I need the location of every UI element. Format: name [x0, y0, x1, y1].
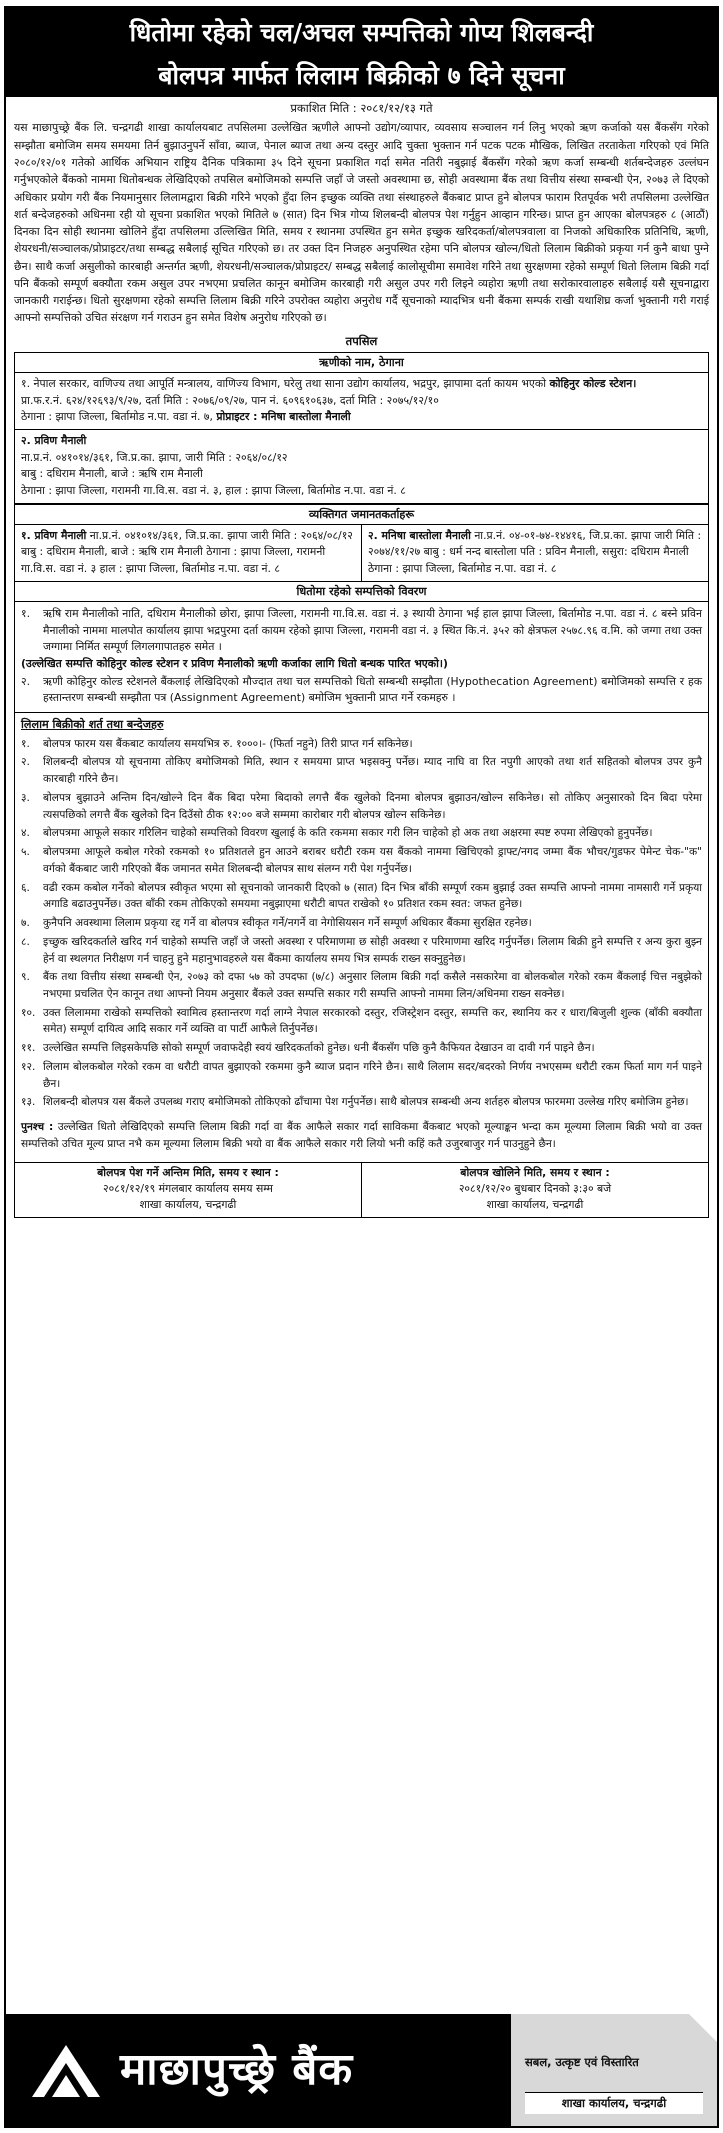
guarantor-line: ना.प्र.नं. ०४-०१-७४-१४४१६, जि.प्र.का. झापा — [474, 529, 651, 542]
condition-number: ७. — [21, 917, 30, 930]
postscript — [15, 1116, 708, 1157]
guarantor-line: पति : प्रविन मैनाली, ससुरा: दधिराम मैनाली — [519, 545, 689, 559]
condition-text: शिलबन्दी बोलपत्र यो सूचनामा तोकिए बमोजिमको मिति, स्थान र समयमा प्राप्त भइसक्नु पर्नेछ। म्याद नाघि वा रित नपुगी आएको तथा शर्त सहितको बोलपत्र उपर कुनै कारबाही गरिने छैन। — [43, 756, 702, 786]
condition-item — [21, 824, 702, 843]
opening-heading: बोलपत्र खोलिने मिति, समय र स्थान : — [460, 1165, 610, 1179]
conditions-heading: लिलाम बिक्रीको शर्त तथा बन्देजहरु — [21, 717, 164, 731]
condition-text: उल्लेखित सम्पत्ति लिइसकेपछि सोको सम्पूर्ण जवाफदेही स्वयं खरिदकर्ताको हुनेछ। धनी बैंकसँग पछि कुनै कैफियत देखाउन वा दावी गर्न पाइने छैन। — [43, 1042, 595, 1055]
headline-line-2: बोलपत्र मार्फत लिलाम बिक्रीको ७ दिने सूचना — [158, 61, 565, 90]
condition-text: शिलबन्दी बोलपत्र यस बैंकले उपलब्ध गराए बमोजिमको तोकिएको ढाँचामा पेश गर्नुपर्नेछ। साथै बोलपत्र सम्बन्धी अन्य शर्तहरु बोलपत्र फारममा उल्लेख गरिए बमोजिम हुनेछ। — [43, 1096, 689, 1109]
notice-headline — [6, 8, 717, 97]
postscript-text: उल्लेखित धितो लेखिदिएको सम्पत्ति लिलाम बिक्री गर्दा वा बैंक आफैले सकार गर्दा साविकमा बैंकबाट भएको मूल्याङ्कन भन्दा कम मूल्यमा लिलाम बिक्री भयो वा उक्त सम्पत्तिको उचित मूल्य प्राप्त नभै कम मूल्यमा लिलाम बिक्री भयो वा बैंक आफैले सकार गरी लियो भनी कहिं कतै उजुरबाजुर गर्न पाउनुहुने छैन। — [21, 1121, 702, 1150]
condition-text: लिलाम बोलकबोल गरेको रकम वा धरौटी वापत बुझाएको रकममा कुनै ब्याज प्रदान गरिने छैन। साथै लिलाम सदर/बदरको निर्णय नभएसम्म धरौटी रकम फिर्ता माग गर्न पाइने छैन। — [43, 1060, 702, 1090]
guarantor-title: २. मनिषा बास्तोला मैनाली — [368, 529, 471, 542]
submission-heading: बोलपत्र पेश गर्ने अन्तिम मिति, समय र स्थान : — [97, 1165, 279, 1179]
condition-item — [21, 914, 702, 933]
condition-number: ६. — [21, 881, 30, 894]
submission-place: शाखा कार्यालय, चन्द्रगढी — [139, 1198, 237, 1212]
bank-logo-icon — [30, 2041, 102, 2099]
condition-text: इच्छुक खरिदकर्ताले खरिद गर्न चाहेको सम्पत्ति जहाँ जे जस्तो अवस्था र परिमाणमा छ सोही अवस्था र परिमाणमा खरिद गर्नुपर्नेछ। लिलाम बिक्री हुने सम्पत्ति र अन्य कुरा बुझ्न हेर्न वा स्थलगत निरीक्षण गर्न चाहनु हुने महानुभावहरुले यस बैंकमा कार्यालय समय भित्र सम्पर्क राख्न सक्नुहुनेछ। — [43, 935, 702, 965]
bank-brand — [6, 2014, 511, 2126]
notice-body — [6, 119, 717, 1217]
condition-item — [21, 933, 702, 968]
bank-tagline: सबल, उत्कृष्ट एवं विस्तारित — [525, 2055, 639, 2069]
guarantor-line: जारी मिति : २०६४/०८/१२ — [250, 529, 353, 542]
condition-number: ८. — [21, 935, 30, 948]
condition-item — [21, 1004, 702, 1039]
dates-row — [15, 1162, 708, 1217]
borrower-reg-details: प्रा.फ.र.नं. ६२४/१२६९३/९/२७, दर्ता मिति : २०७६/०९/२७, पान नं. ६०९६१०६३७, दर्ता मिति : २०७५/१२/१० — [21, 393, 439, 407]
guarantor-line: ठेगाना : झापा जिल्ला, गरामनी गा.वि.स. वडा नं. ३ — [21, 545, 326, 575]
guarantors-row — [15, 525, 708, 581]
condition-number: १०. — [21, 1006, 36, 1019]
condition-text: बैंक तथा वित्तीय संस्था सम्बन्धी ऐन, २०७३ को दफा ५७ को उपदफा (७/८) अनुसार लिलाम बिक्री गर्दा कसैले नसकारेमा वा बोलकबोल गरेको रकम बैंकलाई चित्त नबुझेको नभएमा प्रचलित ऐन कानून तथा आफ्नो नियम अनुसार बैंकले उक्त सम्पत्ति सकार गरी सम्पत्ति आफ्नो नाममा लिन/अधिनमा राख्न सक्नेछ। — [43, 971, 702, 1000]
condition-text: उक्त लिलाममा राखेको सम्पत्तिको स्वामित्व हस्तान्तरण गर्दा लाग्ने नेपाल सरकारको दस्तुर, रजिस्ट्रेशन दस्तुर, सम्पत्ति कर, स्थानिय कर र धारा/बिजुली शुल्क (बाँकी बक्यौता समेत) सम्पूर्ण दायित्व आदि सकार गर्ने व्यक्ति वा पार्टी आफैले तिर्नुपर्नेछ। — [43, 1006, 702, 1036]
borrower-number: २. — [21, 434, 31, 448]
condition-item — [21, 789, 702, 824]
guarantors-heading: व्यक्तिगत जमानतकर्ताहरू — [15, 504, 708, 525]
borrower-name: प्रविण मैनाली — [34, 434, 87, 448]
guarantor-line: ठेगाना : झापा जिल्ला, बिर्तामोड न.पा. वडा नं. ८ — [368, 561, 557, 575]
condition-text: बोलपत्र बुझाउने अन्तिम दिन/खोल्ने दिन बैंक बिदा परेमा बिदाको लगत्तै बैंक खुलेको दिनमा बोलपत्र बुझाउन/खोल्न सकिनेछ। सो तोकिए अनुसारको दिन बिदा परेमा त्यसपछिको लगत्तै बैंक खुलेको दिन दिउँसो ठीक १२:०० बजे सम्ममा कारोबार गरी बोलपत्र खोल्न सकिनेछ। — [43, 791, 702, 821]
guarantor-left — [15, 525, 361, 581]
submission-date: २०८१/१२/१९ मंगलबार कार्यालय समय सम्म — [103, 1181, 273, 1195]
condition-item — [21, 1093, 702, 1112]
condition-item — [21, 735, 702, 754]
condition-number: ३. — [21, 791, 30, 804]
borrower-citizenship: ना.प्र.नं. ०४१०१४/३६१, जि.प्र.का. झापा, जारी मिति : २०६४/०८/१२ — [21, 450, 288, 464]
condition-text: बोलपत्रमा आफूले कबोल गरेको रकमको १० प्रतिशतले हुन आउने बराबर धरौटी रकम यस बैंकको नाममा खिचिएको ड्राफ्ट/नगद जम्मा बैंक भौचर/गुडफर पेमेन्ट चेक-"क" वर्गको बैंकबाट जारी गरिएको बैंक जमानत समेत शिलबन्दी बोलपत्र साथ संलग्न गरी पेश गर्नुपर्नेछ। — [43, 846, 702, 875]
condition-text: बोलपत्र फारम यस बैंकबाट कार्यालय समयभित्र रु. १०००।- (फिर्ता नहुने) तिरी प्राप्त गर्न सकिनेछ। — [43, 737, 413, 750]
collateral-note: (उल्लेखित सम्पत्ति कोहिनुर कोल्ड स्टेशन र प्रविण मैनालीको ऋणी कर्जाका लागि धितो बन्धक पारित भएको।) — [21, 657, 448, 671]
guarantor-line: बाबु : दधिराम मैनाली, बाजे : ऋषि राम मैनाली — [21, 545, 203, 559]
condition-item — [21, 1058, 702, 1093]
published-date: प्रकाशित मिति : २०८१/१२/१३ गते — [290, 101, 433, 115]
condition-item — [21, 879, 702, 914]
borrowers-box — [14, 352, 709, 1218]
borrower-address: ठेगाना : झापा जिल्ला, गरामनी गा.वि.स. वडा नं. ३, हाल : झापा जिल्ला, बिर्तामोड न.पा. वडा नं. ८ — [21, 483, 406, 497]
condition-text: बोलपत्रमा आफूले सकार गरिलिन चाहेको सम्पत्तिको विवरण खुलाई के कति रकममा सकार गरी लिन चाहेको हो अक तथा अक्षरमा स्पष्ट रुपमा लेखिएको हुनुपर्नेछ। — [43, 827, 653, 840]
borrower-registration: नेपाल सरकार, वाणिज्य तथा आपूर्ति मन्त्रालय, वाणिज्य विभाग, घरेलु तथा साना उद्योग कार्यालय, भद्रपुर, झापामा दर्ता कायम भएको — [33, 377, 546, 391]
footer-side — [511, 2014, 717, 2126]
tapsil-title: तपसिल — [345, 333, 378, 348]
opening-place: शाखा कार्यालय, चन्द्रगढी — [486, 1198, 584, 1212]
condition-number: ११. — [21, 1042, 36, 1055]
borrower-proprietor: प्रोप्राइटर : मनिषा बास्तोला मैनाली — [216, 409, 351, 423]
submission-info — [15, 1163, 361, 1217]
postscript-label: पुनश्च : — [21, 1121, 54, 1134]
bank-name: माछापुच्छ्रे बैंक — [120, 2043, 354, 2095]
condition-item — [21, 753, 702, 788]
condition-item — [21, 1039, 702, 1058]
condition-number: १३. — [21, 1096, 36, 1109]
collateral-item: २. ऋणी कोहिनुर कोल्ड स्टेशनले बैंकलाई लेखिदिएको मौज्दात तथा चल सम्पत्तिको धितो सम्बन्धी सम्झौता (Hypothecation Agreement) बमोजिमको सम्पत्ति र हक हस्तान्तरण सम्बन्धी सम्झौता पत्र (Assignment Agreement) बमोजिम भुक्तानी प्राप्त गर्ने रकमहरु । — [21, 674, 702, 705]
notice-page — [4, 6, 719, 2128]
headline-line-1: धितोमा रहेको चल/अचल सम्पत्तिको गोप्य शिलबन्दी — [129, 18, 594, 47]
borrower-address: ठेगाना : झापा जिल्ला, बिर्तामोड न.पा. वडा नं. ७, — [21, 409, 213, 423]
borrower-entry — [15, 373, 708, 430]
guarantor-line: जारी मिति : २०७४/११/२७ — [368, 529, 702, 559]
borrower-company-name: कोहिनुर कोल्ड स्टेशन। — [549, 377, 637, 391]
bank-footer — [6, 2014, 717, 2126]
guarantor-line: ना.प्र.नं. ०४१०१४/३६१, जि.प्र.का. झापा — [89, 529, 248, 542]
borrower-entry — [15, 430, 708, 504]
condition-text: कुनैपनि अवस्थामा लिलाम प्रकृया रद्द गर्ने वा बोलपत्र स्वीकृत गर्ने/नगर्ने वा नेगोसियसन गर्ने सम्पूर्ण अधिकार बैंकमा सुरक्षित रहनेछ। — [43, 917, 532, 930]
condition-number: ४. — [21, 827, 30, 840]
guarantor-right — [361, 525, 708, 581]
opening-info — [361, 1163, 708, 1217]
collateral-heading: धितोमा रहेको सम्पत्तिको विवरण — [15, 581, 708, 602]
opening-date: २०८१/१२/२० बुधबार दिनको ३:३० बजे — [458, 1181, 612, 1195]
guarantor-line: बाबु : धर्म नन्द बास्तोला — [423, 545, 517, 559]
conditions-list — [15, 733, 708, 1116]
branch-office: शाखा कार्यालय, चन्द्रगढी — [525, 2092, 703, 2114]
condition-number: ५. — [21, 846, 30, 859]
condition-number: १२. — [21, 1060, 36, 1073]
condition-number: ९. — [21, 971, 30, 984]
borrower-family: बाबु : दधिराम मैनाली, बाजे : ऋषि राम मैनाली — [21, 467, 203, 481]
conditions-section — [15, 712, 708, 1158]
condition-item — [21, 968, 702, 1003]
intro-paragraph: यस माछापुच्छ्रे बैंक लि. चन्द्रगढी शाखा कार्यालयबाट तपसिलमा उल्लेखित ऋणीले आफ्नो उद्योग/व्यापार, व्यवसाय सञ्चालन गर्न लिनु भएको ऋण कर्जाको यस बैंकसँग गरेको सम्झौता बमोजिम समय समयमा तिर्न बुझाउनुपर्ने साँवा, ब्याज, पेनाल ब्याज तथा अन्य दस्तुर आदि चुक्ता भुक्तान गर्न पटक पटक मौखिक, लिखित तरताकेता गरिएको एवं मिति २०८०/१२/०१ गतेको आर्थिक अभियान राष्ट्रिय दैनिक पत्रिकामा ३५ दिने सूचना प्रकाशित गर्दा समेत नतिरी नबुझाई बैंकसँग गरेको ऋण कर्जा सम्बन्धी शर्तबन्देजहरु उल्लंघन गर्नुभएकोले बैंकको नाममा धितोबन्धक लेखिदिएको तपसिल बमोजिमको सम्पत्ति जहाँ जे जस्तो अवस्थामा छ, सोही अवस्थामा बैंक तथा वित्तीय संस्था सम्बन्धी ऐन, २०७३ ले दिएको अधिकार प्रयोग गरी बैंक नियमानुसार लिलामद्वारा बिक्री गरिने भएको हुँदा लिन इच्छुक व्यक्ति तथा संस्थाहरुले बैंकबाट प्राप्त हुने बोलपत्र फाराम रितपूर्वक भरी तपसिलमा उल्लेखित शर्त बन्देजहरुको अधिनमा रही यो सूचना प्रकाशित भएको मितिले ७ (सात) दिन भित्र गोप्य शिलबन्दी बोलपत्र पेश गर्नुहुन आव्हान गरिन्छ। प्राप्त हुन आएका बोलपत्रहरु ८ (आठौं) दिनका दिन सोही स्थानमा खोलिने हुँदा तपसिलमा उल्लिखित मिति, समय र स्थानमा उपस्थित हुन समेत इच्छुक खरिदकर्ता/बोलपत्रवाला वा निजको अधिकारिक प्रतिनिधि, ऋणी, शेयरधनी/सञ्चालक/प्रोप्राइटर/तथा सम्बद्ध सबैलाई सूचित गरिएको छ। तर उक्त दिन निजहरु अनुपस्थित रहेमा पनि बोलपत्र खोल्न/धितो लिलाम बिक्रीको प्रकृया गर्न कुनै बाधा पुग्ने छैन। साथै कर्जा असुलीको कारबाही अन्तर्गत ऋणी, शेयरधनी/सञ्चालक/प्रोप्राइटर/ सम्बद्ध सबैलाई कालोसूचीमा समावेश गरिने तथा सुरक्षणमा रहेको सम्पूर्ण धितो लिलाम बिक्री गर्दा पनि बैंकको सम्पूर्ण बक्यौता रकम असुल उपर नभएमा प्रचलित कानून बमोजिम कारबाही गरी असुल उपर गरी लिइने व्यहोरा ऋणी तथा सरोकारवालाहरु सबैलाई यसै सूचनाद्वारा जानकारी गराईन्छ। धितो सुरक्षणमा रहेको सम्पत्ति लिलाम बिक्री गरिने उपरोक्त व्यहोरा अनुरोध गर्दै सूचनाको म्यादभित्र धनी बैंकमा सम्पर्क राखी यथाशिघ्र कर्जा भुक्तानी गरी गराई आफ्नो सम्पत्तिको उचित संरक्षण गर्न गराउन हुन समेत विशेष अनुरोध गरिएको छ। — [14, 121, 710, 325]
collateral-details — [15, 602, 708, 711]
borrowers-heading: ऋणीको नाम, ठेगाना — [15, 353, 708, 373]
condition-item — [21, 843, 702, 878]
guarantor-title: १. प्रविण मैनाली — [21, 529, 87, 542]
condition-text: वढी रकम कबोल गर्नेको बोलपत्र स्वीकृत भएमा सो सूचनाको जानकारी दिएको ७ (सात) दिन भित्र बाँकी सम्पूर्ण रकम बुझाई उक्त सम्पत्ति आफ्नो नाममा नामसारी गर्ने प्रकृया अगाडि बढाउनुपर्नेछ। उक्त बाँकी रकम तोकिएको समयमा नबुझाएमा धरौटी बापत राखेको १० प्रतिशत रकम स्वत: जफत हुनेछ। — [43, 881, 702, 911]
condition-number: १. — [21, 737, 30, 750]
condition-number: २. — [21, 756, 30, 769]
borrower-number: १. — [21, 377, 31, 391]
guarantor-line: हाल : झापा जिल्ला, बिर्तामोड न.पा. वडा नं. ८ — [99, 561, 281, 575]
collateral-item: १. ऋषि राम मैनालीको नाति, दधिराम मैनालीको छोरा, झापा जिल्ला, गरामनी गा.वि.स. वडा नं. ३ स्थायी ठेगाना भई हाल झापा जिल्ला, बिर्तामोड न.पा. वडा नं. ८ बस्ने प्रविन मैनालीको नाममा मालपोत कार्यालय झापा भद्रपुरमा दर्ता कायम रहेको झापा जिल्ला, गरामनी वडा नं. ३ स्थित कि.नं. ३५२ को क्षेत्रफल २५७८.९६ व.मि. को जग्गा तथा उक्त जग्गामा निर्मित सम्पूर्ण लिगलगापातहरु समेत । — [21, 607, 702, 654]
